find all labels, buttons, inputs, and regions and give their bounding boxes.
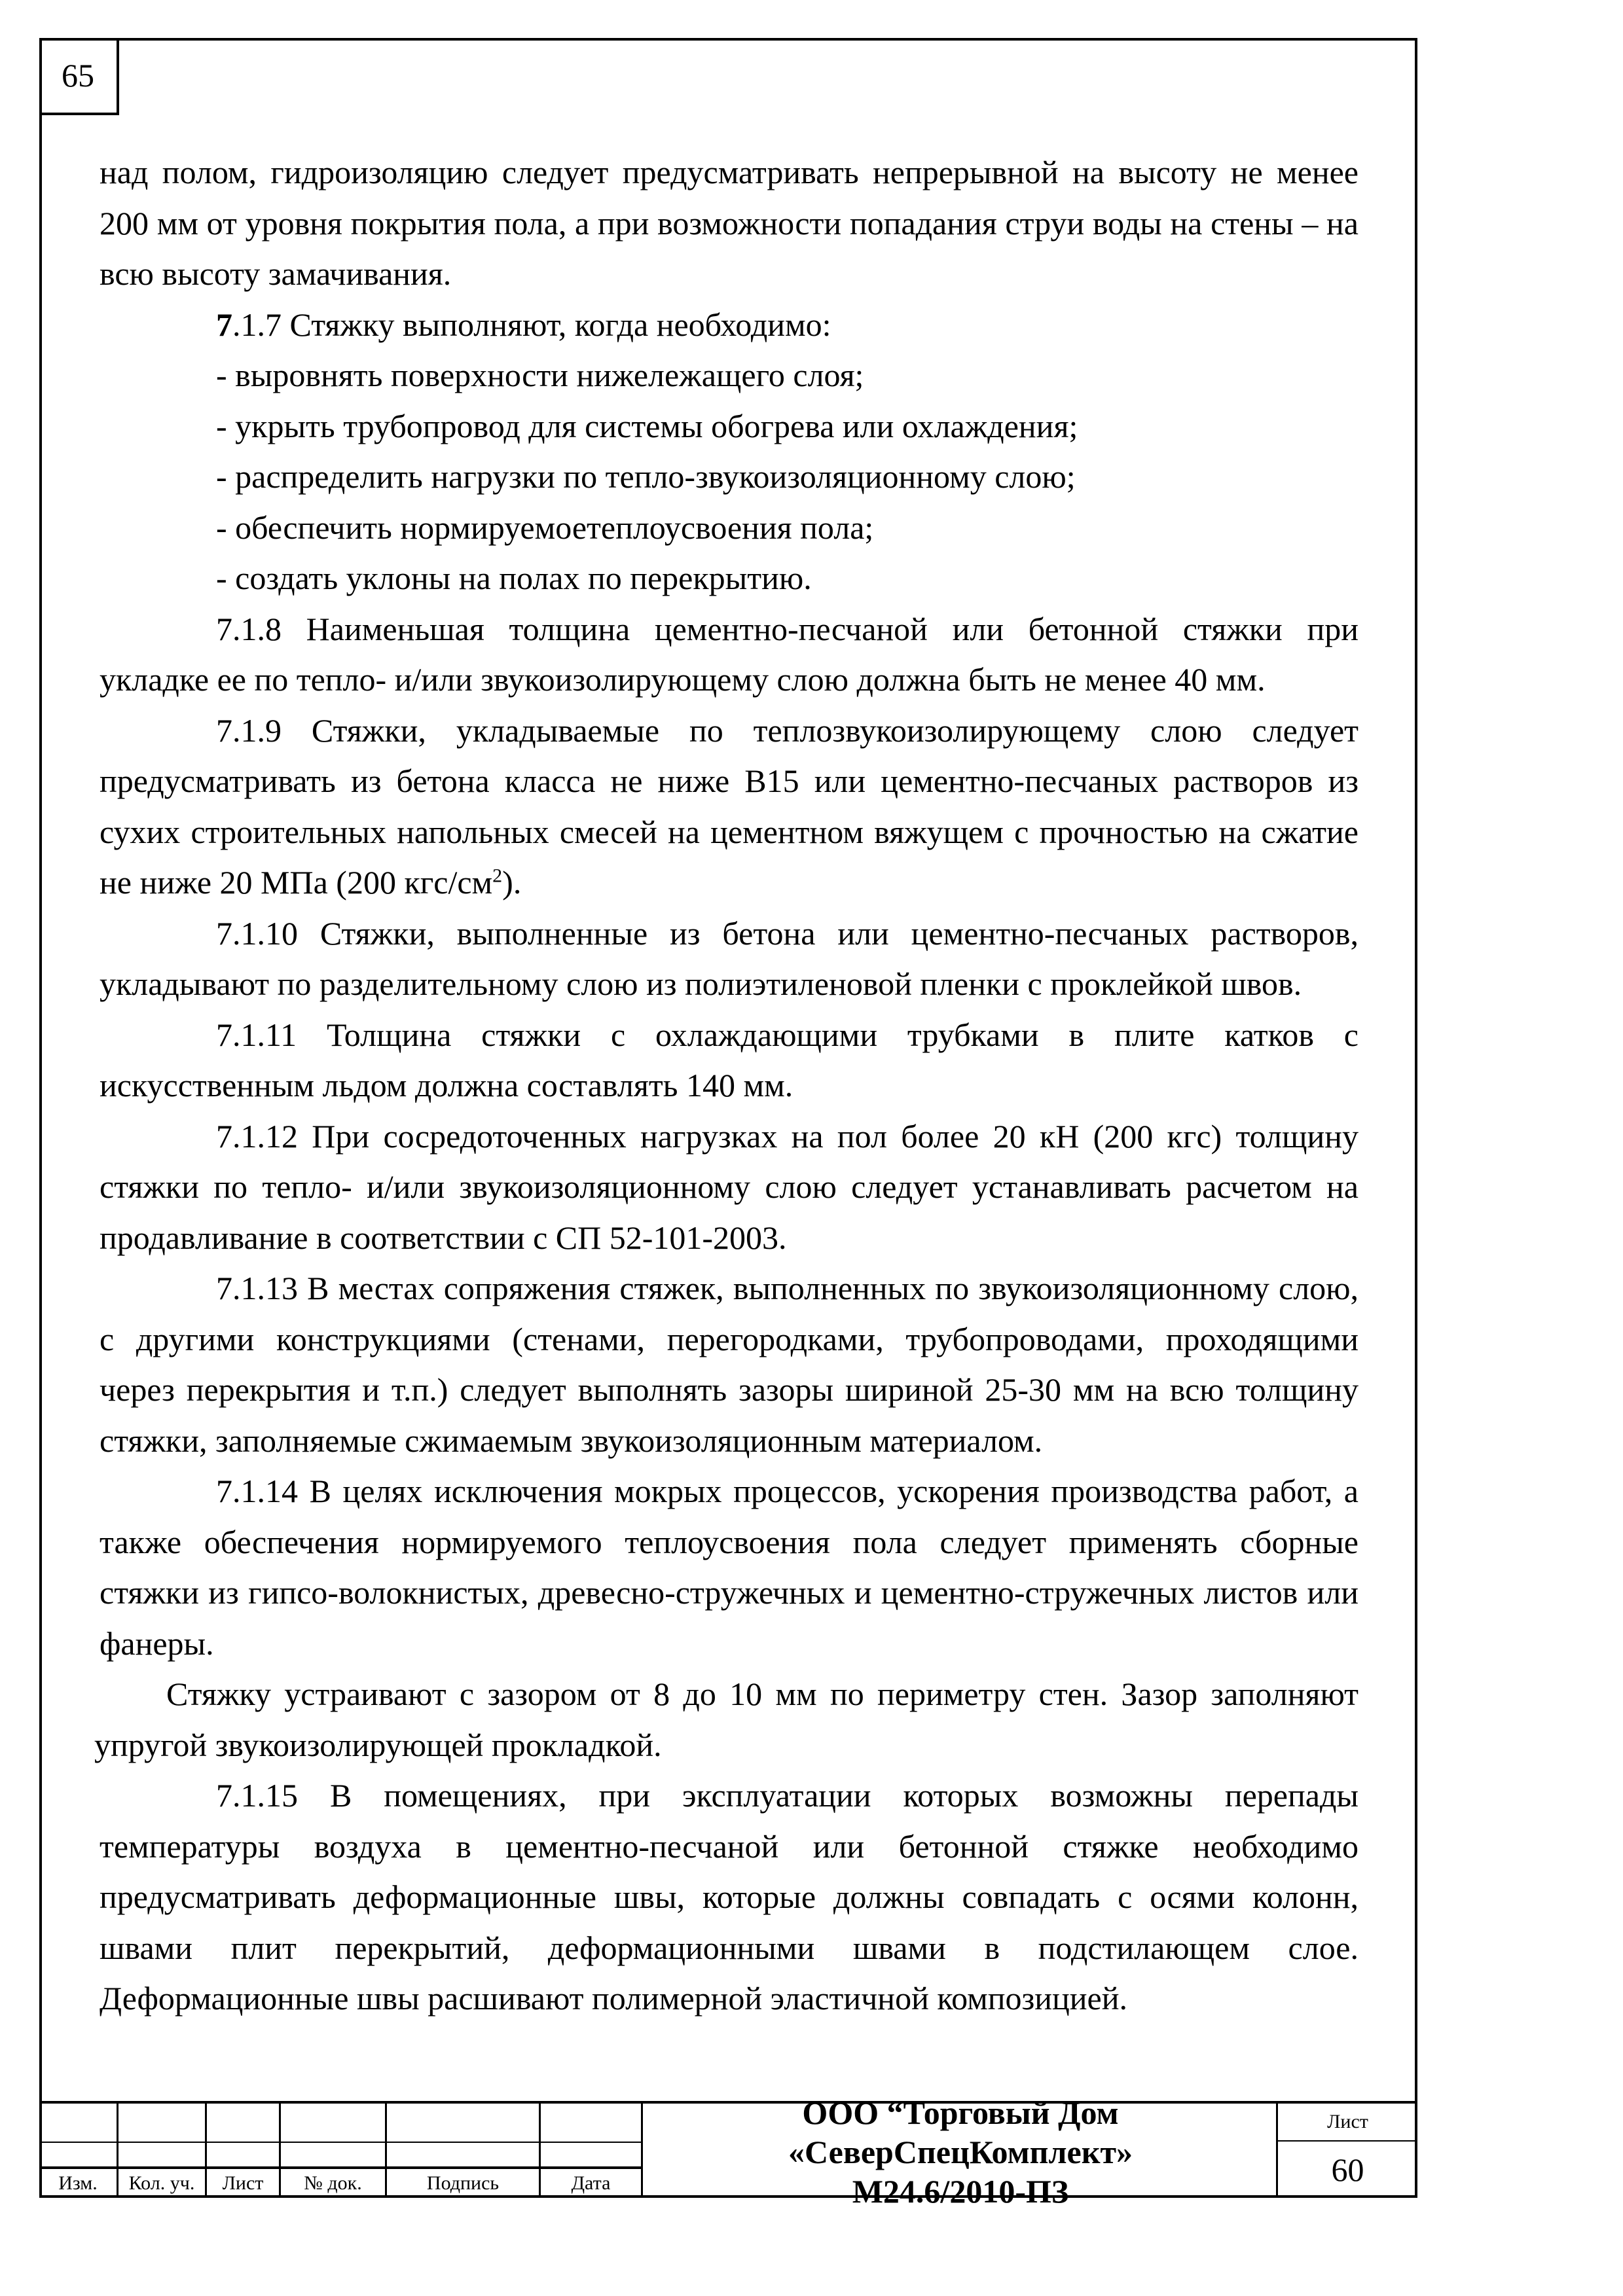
body-text <box>94 147 1359 2024</box>
page-number: 65 <box>39 38 119 115</box>
sheet-number: 60 <box>1331 2151 1364 2188</box>
superscript: 2 <box>492 865 503 887</box>
sheet-label: Лист <box>1278 2104 1417 2142</box>
paragraph-rest: .1.7 Стяжку выполняют, когда необходимо: <box>232 306 831 343</box>
stamp-label-doc-no: № док. <box>304 2172 362 2194</box>
list-item: - выровнять поверхности нижележащего слоя; <box>216 357 864 393</box>
title-block <box>39 2094 1417 2210</box>
paragraph-7-1-11: 7.1.11 Толщина стяжки с охлаждающими трубками в плите катков с искусственным льдом должна составлять 140 мм. <box>100 1016 1359 1103</box>
paragraph-7-1-9 <box>100 706 1359 908</box>
paragraph-gap: Стяжку устраивают с зазором от 8 до 10 мм по периметру стен. Зазор заполняют упругой звукоизолирующей прокладкой. <box>94 1676 1359 1763</box>
stamp-label-date: Дата <box>571 2172 611 2194</box>
stamp-label-izm: Изм. <box>58 2172 98 2194</box>
stamp-label-signature: Подпись <box>426 2172 500 2194</box>
list-item: - обеспечить нормируемоетеплоусвоения пола; <box>216 509 874 546</box>
list-item: - укрыть трубопровод для системы обогрева или охлаждения; <box>216 407 1078 444</box>
document-code: М24.6/2010-ПЗ <box>852 2173 1069 2210</box>
org-line: «СеверСпецКомплект» <box>788 2134 1133 2170</box>
paragraph-7-1-13: 7.1.13 В местах сопряжения стяжек, выполненных по звукоизоляционному слою, с другими конструкциями (стенами, перегородками, трубопроводами, проходящими через перекрытия и т.п.) следует выполнять зазоры шириной 25-30 мм на всю толщину стяжки, заполняемые сжимаемым звукоизоляционным материалом. <box>100 1270 1359 1459</box>
bold-prefix: 7 <box>216 306 232 343</box>
paragraph: над полом, гидроизоляцию следует предусматривать непрерывной на высоту не менее 200 мм от уровня покрытия пола, а при возможности попадания струи воды на стены – на всю высоту замачивания. <box>100 154 1359 292</box>
org-line: ООО “Торговый Дом <box>802 2094 1119 2131</box>
paragraph-7-1-8: 7.1.8 Наименьшая толщина цементно-песчаной или бетонной стяжки при укладке ее по тепло- и/или звукоизолирующему слою должна быть не менее 40 мм. <box>100 610 1359 698</box>
paragraph-7-1-7 <box>100 300 1359 351</box>
paragraph-tail: ). <box>502 864 522 901</box>
list-item: - распределить нагрузки по тепло-звукоизоляционному слою; <box>216 458 1076 495</box>
paragraph-main: 7.1.9 Стяжки, укладываемые по теплозвукоизолирующему слою следует предусматривать из бетона класса не ниже В15 или цементно-песчаных растворов из сухих строительных напольных смесей на цементном вяжущем с прочностью на сжатие не ниже 20 МПа (200 кгс/см <box>100 711 1359 901</box>
paragraph-7-1-15: 7.1.15 В помещениях, при эксплуатации которых возможны перепады температуры воздуха в цементно-песчаной или бетонной стяжке необходимо предусматривать деформационные швы, которые должны совпадать с осями колонн, швами плит перекрытий, деформационными швами в подстилающем слое. Деформационные швы расшивают полимерной эластичной композицией. <box>100 1777 1359 2017</box>
paragraph-7-1-14: 7.1.14 В целях исключения мокрых процессов, ускорения производства работ, а также обеспечения нормируемого теплоусвоения пола следует применять сборные стяжки из гипсо-волокнистых, древесно-стружечных и цементно-стружечных листов или фанеры. <box>100 1473 1359 1662</box>
list-item: - создать уклоны на полах по перекрытию. <box>216 560 812 596</box>
stamp-label-list: Лист <box>222 2172 264 2194</box>
paragraph-7-1-12: 7.1.12 При сосредоточенных нагрузках на пол более 20 кН (200 кгс) толщину стяжки по тепло- и/или звукоизоляционному слою следует устанавливать расчетом на продавливание в соответствии с СП 52-101-2003. <box>100 1117 1359 1256</box>
stamp-label-kol-uch: Кол. уч. <box>128 2172 195 2194</box>
stamp-row-line <box>39 2142 643 2143</box>
organization-name <box>643 2094 1278 2210</box>
paragraph-7-1-10: 7.1.10 Стяжки, выполненные из бетона или цементно-песчаных растворов, укладывают по разделительному слою из полиэтиленовой пленки с проклейкой швов. <box>100 914 1359 1002</box>
